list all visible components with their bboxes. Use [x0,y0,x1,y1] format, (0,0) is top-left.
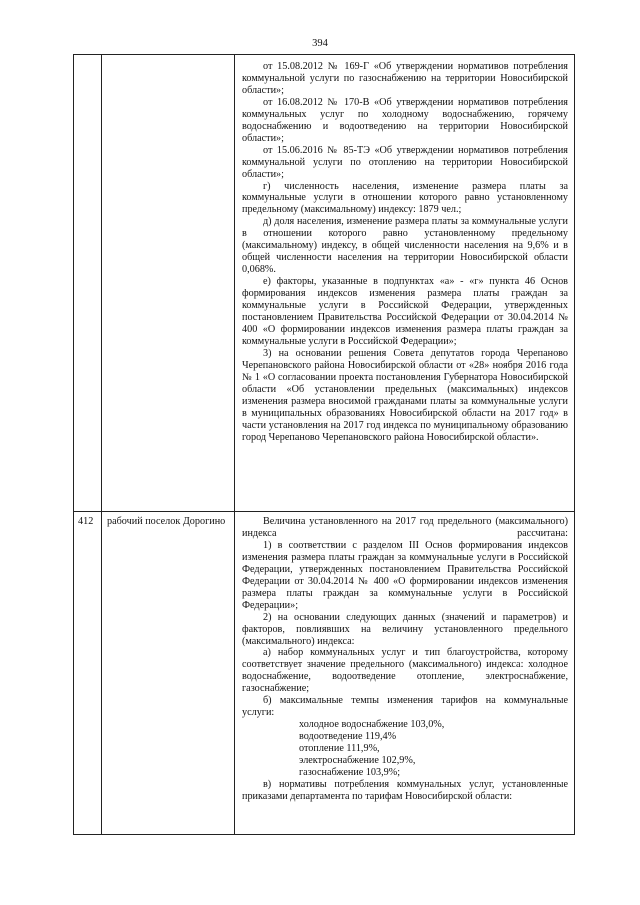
page-number: 394 [312,38,328,49]
paragraph: г) численность населения, изменение размера платы за коммунальные услуги в отношении которого равно установленному предельному (максимальному) индексу: 1879 чел.; [242,180,568,216]
paragraph: 3) на основании решения Совета депутатов города Черепаново Черепановского района Новосибирской области от «28» ноября 2016 года № 1 «О согласовании проекта постановления Губернатора Новосибирской области «Об установлении предельных (максимальных) индексов изменения размера вносимой гражданами платы за коммунальные услуги в муниципальных образованиях Новосибирской области на 2017 год» в части установления на 2017 год индекса по муниципальному образованию город Черепаново Черепановского района Новосибирской области». [242,347,568,443]
paragraph: от 15.08.2012 № 169-Г «Об утверждении нормативов потребления коммунальной услуги по газоснабжению на территории Новосибирской области»; [242,61,568,96]
paragraph: от 16.08.2012 № 170-В «Об утверждении нормативов потребления коммунальных услуг по холодному водоснабжению, горячему водоснабжению и водоотведению на территории Новосибирской области»; [242,96,568,144]
row-number: 412 [78,516,94,527]
paragraph: б) максимальные темпы изменения тарифов на коммунальные услуги: [242,695,568,719]
table-row-412 [242,516,568,803]
tariff-item: водоотведение 119,4% [299,731,397,743]
paragraph: а) набор коммунальных услуг и тип благоустройства, которому соответствует значение предельного (максимального) индекса: холодное водоснабжение, водоотведение отопление, электроснабжение, газоснабжение; [242,647,568,695]
paragraph: 1) в соответствии с разделом III Основ формирования индексов изменения размера платы граждан за коммунальные услуги в Российской Федерации, утвержденных постановлением Правительства Российской Федерации от 30.04.2014 № 400 «О формировании индексов изменения размера платы граждан за коммунальные услуги в Российской Федерации»; [242,539,568,611]
tariff-item: холодное водоснабжение 103,0%, [299,719,445,731]
row-divider [74,511,574,512]
paragraph: д) доля населения, изменение размера платы за коммунальные услуги в отношении которого равно установленному предельному (максимальному) индексу, в общей численности населения на 9,6% и в общей численности населения на территории Новосибирской области 0,068%. [242,216,568,276]
settlement-name: рабочий поселок Дорогино [107,516,226,527]
tariff-item: газоснабжение 103,9%; [299,767,401,779]
table-row-continuation [242,61,568,444]
paragraph: Величина установленного на 2017 год предельного (максимального) индекса рассчитана: [242,516,568,539]
column-divider [234,55,235,834]
paragraph: от 15.06.2016 № 85-ТЭ «Об утверждении нормативов потребления коммунальной услуги по отоплению на территории Новосибирской области»; [242,144,568,180]
paragraph: е) факторы, указанные в подпунктах «а» - «г» пункта 46 Основ формирования индексов изменения размера платы граждан за коммунальные услуги в Российской Федерации, утвержденных постановлением Правительства Российской Федерации от 30.04.2014 № 400 «О формировании индексов изменения размера платы граждан за коммунальные услуги в Российской Федерации»; [242,276,568,347]
tariff-item: электроснабжение 102,9%, [299,755,416,767]
data-table [73,54,575,835]
paragraph: в) нормативы потребления коммунальных услуг, установленные приказами департамента по тарифам Новосибирской области: [242,778,568,802]
tariff-item: отопление 111,9%, [299,743,380,755]
column-divider [101,55,102,834]
paragraph: 2) на основании следующих данных (значений и параметров) и факторов, повлиявших на величину установленного предельного (максимального) индекса: [242,611,568,647]
